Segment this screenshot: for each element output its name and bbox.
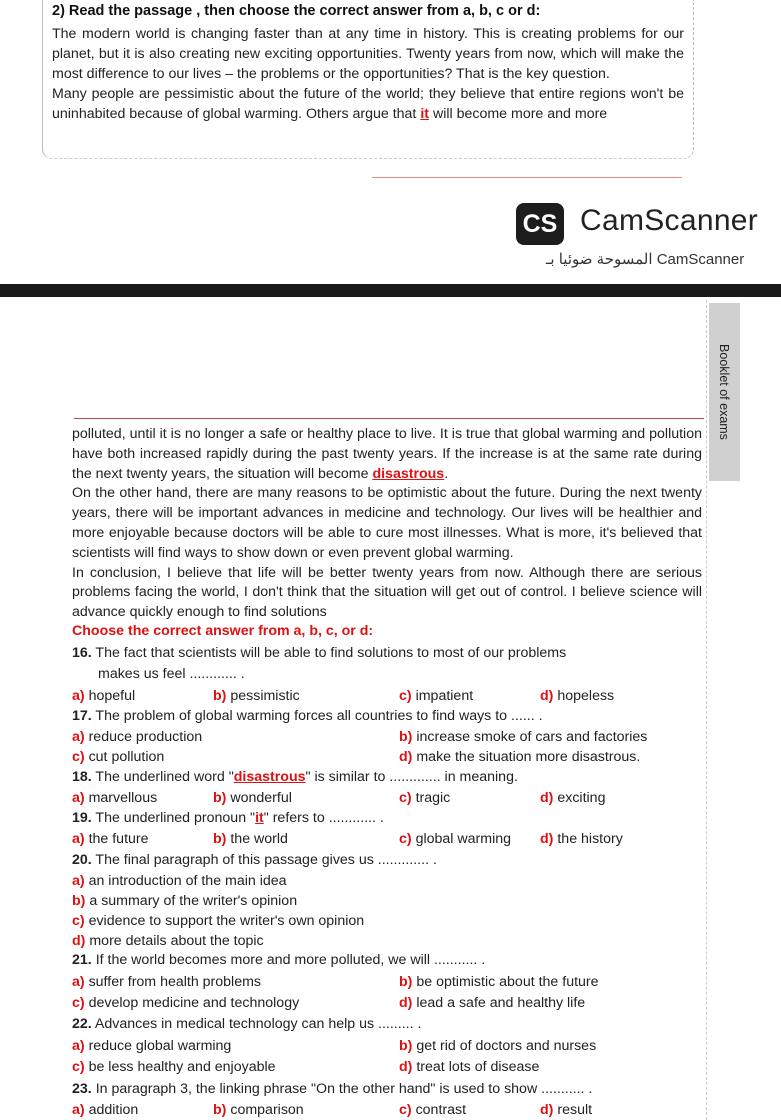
q16-option-b: b) pessimistic [213,688,300,704]
q20-option-b: b) a summary of the writer's opinion [72,893,298,909]
red-rule [372,177,682,178]
q17-option-c: c) cut pollution [72,749,165,765]
q22-option-b: b) get rid of doctors and nurses [399,1038,597,1054]
top-page [0,0,781,283]
question-22: 22. Advances in medical technology can help us ......... . [72,1016,422,1032]
top-rule [74,418,704,419]
question-20: 20. The final paragraph of this passage gives us ............. . [72,852,437,868]
q17-option-b: b) increase smoke of cars and factories [399,729,648,745]
passage-bottom [72,425,702,623]
camscanner-name: CamScanner [580,204,759,237]
q21-option-b: b) be optimistic about the future [399,974,599,990]
passage-paragraph-3: polluted, until it is no longer a safe or healthy place to live. It is true that global warming and pollution have both increased rapidly during the past twenty years. If the increase is at the same rate during the next twenty years, the situation will become disastrous. [72,426,702,482]
q18-option-d: d) exciting [540,790,606,806]
booklet-tab-label: Booklet of exams [717,344,731,440]
q21-option-c: c) develop medicine and technology [72,995,300,1011]
q16-option-c: c) impatient [399,688,474,704]
q17-option-d: d) make the situation more disastrous. [399,749,641,765]
q20-option-a: a) an introduction of the main idea [72,873,287,889]
questions-heading: Choose the correct answer from a, b, c, or d: [72,623,374,639]
question-18: 18. The underlined word "disastrous" is similar to ............. in meaning. [72,769,518,785]
q22-option-c: c) be less healthy and enjoyable [72,1059,276,1075]
underlined-it: it [420,106,429,122]
q18-option-c: c) tragic [399,790,451,806]
q19-option-d: d) the history [540,831,623,847]
q16-option-d: d) hopeless [540,688,615,704]
q17-option-a: a) reduce production [72,729,203,745]
q22-option-d: d) treat lots of disease [399,1059,540,1075]
q18-option-b: b) wonderful [213,790,292,806]
underlined-disastrous: disastrous [372,465,445,482]
q21-option-d: d) lead a safe and healthy life [399,995,586,1011]
q23-option-a: a) addition [72,1102,139,1118]
q23-option-d: d) result [540,1102,593,1118]
question-23: 23. In paragraph 3, the linking phrase "On the other hand" is used to show ........... . [72,1081,593,1097]
passage-paragraph-2: Many people are pessimistic about the future of the world; they believe that entire regions won't be uninhabited because of global warming. Others argue that it will become more and more [52,86,684,122]
camscanner-subtitle: المسوحة ضوئيا بـ CamScanner [546,251,745,268]
q22-option-a: a) reduce global warming [72,1038,232,1054]
q21-option-a: a) suffer from health problems [72,974,262,990]
page-divider-band [0,284,781,297]
question-16: 16. The fact that scientists will be able to find solutions to most of our problems [72,645,567,661]
camscanner-logo-icon: CS [516,203,564,245]
q23-option-c: c) contrast [399,1102,467,1118]
section-heading: 2) Read the passage , then choose the correct answer from a, b, c or d: [52,3,541,19]
question-21: 21. If the world becomes more and more polluted, we will ........... . [72,952,486,968]
q23-option-b: b) comparison [213,1102,304,1118]
question-19: 19. The underlined pronoun "it" refers to ............ . [72,810,384,826]
q20-option-c: c) evidence to support the writer's own opinion [72,913,365,929]
q19-option-c: c) global warming [399,831,511,847]
question-17: 17. The problem of global warming forces all countries to find ways to ...... . [72,708,543,724]
passage-top [52,24,684,124]
q20-option-d: d) more details about the topic [72,933,264,949]
question-16-cont: makes us feel ............ . [98,666,245,682]
q19-option-a: a) the future [72,831,149,847]
q19-option-b: b) the world [213,831,288,847]
q16-option-a: a) hopeful [72,688,136,704]
page-edge-line [706,300,708,1120]
passage-paragraph-4: On the other hand, there are many reasons to be optimistic about the future. During the next twenty years, there will be important advances in medicine and technology. Our lives will be healthier and more enjoyable because doctors will be able to cure most illnesses. What is more, it's believed that scientists will find ways to show down or even prevent global warming. [72,485,702,561]
q18-option-a: a) marvellous [72,790,158,806]
passage-paragraph-5: In conclusion, I believe that life will be better twenty years from now. Although there are serious problems facing the world, I don't think that the situation will get out of control. I believe science will advance quickly enough to find solutions [72,564,702,621]
passage-paragraph-1: The modern world is changing faster than at any time in history. This is creating problems for our planet, but it is also creating new exciting opportunities. Twenty years from now, which will make the most difference to our lives – the problems or the opportunities? That is the key question. [52,26,684,82]
